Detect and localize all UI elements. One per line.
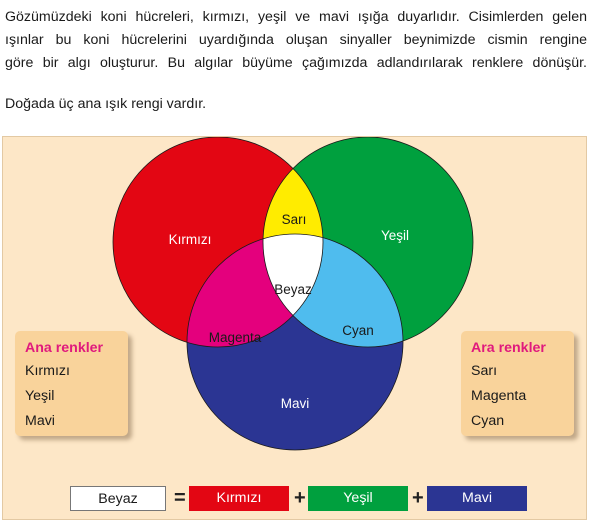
color-mixing-panel (2, 136, 587, 520)
yellow-label: Sarı (281, 212, 307, 227)
primary-colors-box (15, 331, 128, 436)
cyan-label: Cyan (342, 323, 374, 338)
secondary-color-item: Cyan (471, 413, 505, 429)
equation-result-white: Beyaz (70, 486, 166, 511)
plus-sign: + (294, 487, 306, 509)
red-label: Kırmızı (168, 232, 212, 247)
venn-diagram (3, 137, 588, 521)
primary-color-item: Yeşil (25, 388, 55, 404)
secondary-color-item: Sarı (471, 363, 498, 379)
equation-term-red: Kırmızı (189, 486, 289, 511)
primary-color-item: Kırmızı (25, 363, 70, 379)
paragraph-line: Gözümüzdeki koni hücreleri, kırmızı, yeşil ve mavi ışığa duyarlıdır. Cisimlerden gelen (5, 9, 587, 25)
secondary-color-item: Magenta (471, 388, 527, 404)
paragraph-line: göre bir algı oluşturur. Bu algılar büyüme çağımızda adlandırılarak renklere dönüşür. (5, 55, 587, 71)
magenta-label: Magenta (208, 330, 262, 345)
equation-term-blue: Mavi (427, 486, 527, 511)
intro-paragraph (5, 6, 587, 75)
secondary-colors-box (461, 331, 574, 436)
paragraph-line: ışınlar bu koni hücrelerini uyardığında oluşan sinyaller beynimizde cismin rengine (5, 32, 587, 48)
primary-color-item: Mavi (25, 413, 55, 429)
equation-term-green: Yeşil (308, 486, 408, 511)
plus-sign: + (412, 487, 424, 509)
secondary-colors-title: Ara renkler (471, 340, 546, 356)
primary-colors-title: Ana renkler (25, 340, 104, 356)
blue-label: Mavi (280, 396, 310, 411)
equals-sign: = (174, 487, 186, 509)
white-label: Beyaz (274, 282, 312, 297)
primary-colors-sentence: Doğada üç ana ışık rengi vardır. (5, 96, 207, 112)
green-label: Yeşil (380, 228, 410, 243)
